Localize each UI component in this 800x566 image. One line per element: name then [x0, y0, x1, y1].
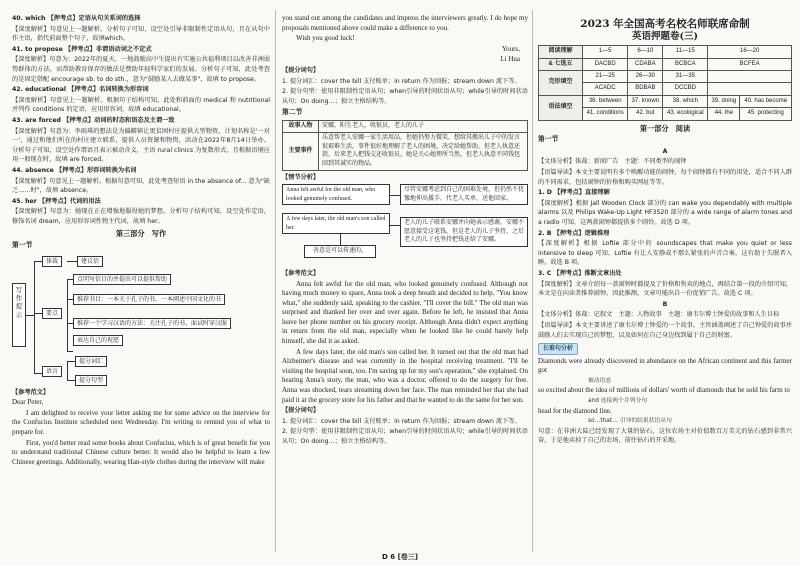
mindmap-connector [67, 351, 73, 352]
passage-a-intro: 【语篇导读】本文主要说明有多个唤醒功能的闹钟，每个闹钟都有不同的用处，适合不同人群的不同需求，包括闹钟的价格和购买网址等等。 [538, 169, 792, 186]
answer-value: 42. but [628, 108, 663, 120]
right-column [538, 14, 792, 550]
sample-story-label: 【参考范文】 [282, 269, 320, 277]
mindmap-genre: 体裁 [42, 256, 62, 267]
answer-value: BCBCA [663, 58, 708, 70]
exam-title: 2023 年全国高考名校名师联席命制 [580, 18, 750, 30]
page-footer: D 6 [卷三] [382, 553, 418, 561]
mindmap-connector [34, 261, 42, 262]
answer-value: 43. ecological [663, 108, 708, 120]
answer-section-label: 语法填空 [539, 95, 583, 120]
long-sentence-gloss-1: 被动语态 [588, 377, 612, 384]
story-table [282, 120, 528, 171]
column-divider [275, 10, 276, 552]
mindmap-connector [26, 315, 34, 316]
tips-label: 【提分词句】 [282, 66, 320, 74]
q1-analysis: 【深度解析】根据 Jall Wooden Clock 部分的 can wake you dependably with multiple alarms 以及 Philips Wake-Up Light HF3520 部分的 a wide range of alarm tones and a radio 可知，这两款闹钟都提供多个闹铃。故选 D 项。 [538, 199, 792, 226]
answer-range: 11—15 [663, 46, 708, 58]
plot-hint-2: 老人的儿子联系安娜并向她表示感谢，安娜不愿意接受这笔钱，但是老人的儿子坚持，之后老人的儿子也坚持把钱还给了安娜。 [400, 217, 528, 247]
column-divider [532, 10, 533, 552]
mindmap-root: 写作提示 [12, 283, 26, 347]
answer-section-label: 完形填空 [539, 71, 583, 96]
letter-greeting: Dear Peter, [12, 398, 44, 407]
answer-empty-cell [708, 83, 792, 95]
section-one-label: 第一节 [538, 135, 559, 144]
q42-heading: 42. educational 【押考点】名词转换为形容词 [12, 86, 149, 94]
passage-b-meta: 【文体分析】体裁：记叙文 主题：人物故事 主题：康韦尔博士钟爱的故事和人生目标 [538, 311, 780, 319]
q41-heading: 41. to propose 【押考点】非谓语动词之不定式 [12, 45, 152, 53]
tips-sentence: 2. 提分句型：使用非限制性定语从句；when引导的时间状语从句；while引导的时间状语从句；On doing…；独立主格结构等。 [282, 88, 528, 105]
tips-vocab-2: 1. 提分词汇：cover the bill 支付账单；in return 作为回报；stream down 流下等。 [282, 417, 521, 425]
mindmap-point-2: 推荐书目：一本关于孔子的书，一本阐述中国文化的书 [73, 294, 225, 305]
q41-analysis: 【深度解析】句意为：2022年的夏天，一地鼓励高中生提出有实施公共福利项目以改善非洲弱势群体的方法，而帮助教育保存的做法是赞助年轻科学家们的发展。分析句子可知，此处考查的是固定搭配 encourage sb. to do sth.，意为"鼓励某人去做某事"，故填 to propose。 [12, 56, 270, 83]
q2-heading: 2. B 【押考点】逻辑推理 [538, 229, 610, 237]
section-two-label: 第二节 [282, 108, 303, 117]
passage-b-intro: 【语篇导读】本文主要讲述了康韦尔博士钟爱的一个故事，主旨涵盖阐述了自己钟爱的故事并鼓励人们去实现自己的梦想，以及如何在自己身边找到属于自己的财富。 [538, 321, 792, 339]
exam-subtitle: 英语押题卷(三) [632, 30, 698, 42]
answer-value: BDBAB [628, 83, 663, 95]
mindmap-language: 语言 [42, 366, 62, 377]
answer-value: 44. the [708, 108, 740, 120]
answer-value: DACBD [583, 58, 628, 70]
answer-value: CDABA [628, 58, 663, 70]
answer-range: 26—30 [628, 71, 663, 83]
tips-sentence-2: 2. 提分句型：使用非限制性定语从句；when引导的时间状语从句；while引导的时间状语从句；On doing…；独立主格结构等。 [282, 428, 528, 446]
q43-analysis: 【深度解析】句意为：李雨琪的想法是为偏僻镇让更贫困村庄提供大型物资，计划名称是'一对一'，通过和他们所在的村庄建立联系，提供人员资源和物资，活动在2022年8月14日举办。分析句子可知，设空处作谓语且表示被动含义，主语 rural clinics 为复数形式，且根据语境应用一般现在时，故填 are forced。 [12, 127, 270, 164]
answer-range: 16—20 [708, 46, 792, 58]
middle-column [282, 14, 528, 550]
long-sentence-translation: 句意：在非洲大陆已经发现了大量的钻石，这位农场主对价值数百万美元的钻石感到非常兴奋，于是他卖掉了自己的农场，前往钻石的开采地。 [538, 427, 792, 445]
letter-paragraph-1: I am delighted to receive your letter asking me for some advice on the interview for the Confucius Institute scheduled next Wednesday. I'm writing to remind you of what to prepare for. [12, 408, 270, 437]
plot-analysis-label: 【情节分析】 [282, 173, 320, 181]
answer-value: 37. known [628, 95, 663, 107]
section-one-label: 第一节 [12, 241, 33, 250]
mindmap-connector [34, 261, 35, 373]
passage-a-meta: 【文体分析】体裁：新闻广告 主题：不同类型的闹钟 [538, 158, 687, 166]
mindmap-connector [67, 261, 77, 262]
letter-wish: Wish you good luck! [296, 34, 355, 43]
q44-analysis: 【深度解析】句意见上一题解析。根据句意可知，此处考查短语 in the absence of... 意为"缺乏……时"，故填 absence。 [12, 177, 270, 195]
q40-heading: 40. which 【押考点】定语从句关系词的选择 [12, 15, 141, 22]
answer-value: 41. conditions [583, 108, 628, 120]
plot-start-para-2: A few days later, the old man's son called her. [282, 213, 390, 234]
mindmap-connector [34, 313, 42, 314]
answer-section-label: 阅读理解 [539, 46, 583, 58]
long-sentence-gloss-2: and 连接两个并列分句 [588, 398, 648, 405]
story-events-label: 主要事件 [283, 132, 319, 170]
mindmap-genre-value: 建议信 [77, 256, 103, 267]
plot-arrow [390, 195, 400, 196]
tips-label-2: 【提分词句】 [282, 407, 320, 415]
mindmap-connector [67, 361, 75, 362]
q3-analysis: 【深度解析】文章介绍每一款闹钟时都提及了价格和售卖的地点，再结合第一段的介绍可知，本文是在向读者推荐闹钟。因此推测，文章可能出自一份促销广告。故选 C 项。 [538, 280, 792, 298]
answer-section-label: & 七选五 [539, 58, 583, 70]
answer-value: 38. which [663, 95, 708, 107]
story-events-value: 乐意帮老人安娜一家生活用品，但她仍努力微笑，想给其搬出儿子中的发言很艰难生活，事件很好地理解了老人的困境，决定给她帮助，但老人执意还款，后来老人把钱交还收银员，她是关心她理所当然，但老人执意不同钱包回到其诚实的物品。 [319, 132, 528, 170]
letter-closing: Yours, [501, 44, 520, 53]
answer-value: DCCBD [663, 83, 708, 95]
mindmap-connector [67, 361, 68, 381]
left-column [12, 14, 270, 550]
mindmap-connector [67, 380, 75, 381]
q3-heading: 3. C 【押考点】推断文章出处 [538, 269, 622, 277]
story-paragraph-2: A few days later, the old man's son called her. It turned out that the old man had Alzheimer's disease and was currently in the hospital receiving treatment. "I'll be visiting the hospital soon, too. I'm saving up for my son's operation," she explained. On hearing Anna's story, the man, who was a doctor, offered to do the surgery for free. Anna was shocked, tears streaming down her face. The man reminded her that she had paid it at the grocery store for his father and that he wanted to do the same for her son. [282, 347, 528, 404]
long-sentence-badge: 长难句分析 [538, 343, 578, 355]
mindmap-points: 要点 [42, 308, 62, 319]
mindmap-point-4: 表达自己的祝愿 [73, 335, 123, 346]
sample-essay-label: 【参考范文】 [12, 388, 50, 396]
plot-hint-1: 尽管安娜考虑到自己的困难处境，但仍然不犹豫地伸出援手，代老人买单，送他回家。 [400, 184, 528, 205]
q2-analysis: 【深度解析】根据 Loftie 部分中的 soundscapes that make you quiet or less intensive to sleep 可知，Loftie 有让人安静或不那么紧张的声音合奏，这有助于失眠者入睡。故选 B 项。 [538, 240, 792, 267]
long-sentence-line-1: Diamonds were already discovered in abundance on the African continent and this farmer got [538, 356, 792, 375]
plot-analysis-diagram [282, 173, 528, 267]
answer-value: 39. doing [708, 95, 740, 107]
answer-range: 1—5 [583, 46, 628, 58]
q45-analysis: 【深度解析】句意为：她现在正在增强地服役她的梦想。分析句子结构可知，设空处作定语，修饰名词 dream，应用形容词性物主代词，故填 her。 [12, 208, 270, 225]
tips-vocab: 1. 提分词汇：cover the bill 支付账单；in return 作为回报；stream down 流下等。 [282, 77, 521, 85]
q44-heading: 44. absence 【押考点】形容词转换为名词 [12, 166, 137, 174]
mindmap-point-1: 点明写信目的并提出可以提供帮助 [73, 274, 171, 285]
mindmap-connector [34, 373, 42, 374]
mindmap-point-3: 推荐一个学习汉语的方法：关注孔子的书，面试时穿汉服 [73, 318, 231, 329]
answer-value: 45. protecting [740, 108, 792, 120]
letter-paragraph-3: you stand out among the candidates and impress the interviewers greatly. I do hope my proposals mentioned above could make a difference to you. [282, 14, 528, 32]
q40-analysis: 【深度解析】句意见上一题解析。分析句子可知，设空处引导非限制性定语从句，且在从句中作主语，指代前面整个句子，故填which。 [12, 25, 270, 43]
answer-range: 31—35 [663, 71, 708, 83]
q43-heading: 43. are forced 【押考点】动词的时态和语态及主谓一致 [12, 116, 175, 124]
story-characters-value: 安娜，阳生老人，收银员，老人的儿子 [319, 120, 528, 132]
plot-start-para-1: Anna felt awful for the old man, who looked genuinely confused. [282, 184, 390, 205]
answer-value: BCFEA [708, 58, 792, 70]
plot-arrow [340, 234, 341, 245]
q1-heading: 1. D 【押考点】直接理解 [538, 189, 610, 197]
long-sentence-line-2: so excited about the idea of millions of dollars' worth of diamonds that he sold his farm to [538, 386, 790, 395]
mindmap-vocab: 提分词汇 [75, 356, 107, 367]
reading-part-title: 第一部分 阅读 [639, 123, 691, 133]
writing-mindmap [12, 253, 270, 385]
answer-value: 40. has become [740, 95, 792, 107]
q45-heading: 45. her 【押考点】代词的用法 [12, 197, 101, 205]
writing-part-title: 第三部分 写作 [115, 229, 167, 239]
plot-theme: 善意是可以传递的。 [304, 245, 376, 258]
answer-value: 36. between [583, 95, 628, 107]
long-sentence-line-3: head for the diamond line. [538, 406, 612, 415]
mindmap-connector [67, 279, 68, 351]
answer-value: ACADC [583, 83, 628, 95]
story-characters-label: 故事人物 [283, 120, 319, 132]
answer-empty-cell [708, 71, 792, 83]
letter-paragraph-2: First, you'd better read some books about Confucius, which is of great benefit for you to understand traditional Chinese culture better. It would also be helpful to learn a few Chinese greetings. Additionally, wearing Han-style clothes during the interview will make [12, 438, 270, 466]
passage-b-label: B [662, 300, 668, 308]
passage-a-label: A [662, 147, 668, 155]
letter-signature: Li Hua [500, 55, 520, 64]
story-paragraph-1: Anna felt awful for the old man, who looked genuinely confused. Although not having much money to spare, Anna took a deep breath and decided to help. "You know what," she suddenly said, speaking to the cashier. "I'll cover the bill." The old man was surprised and thanked her over and over again. Before he left, he insisted that Anna leave her phone number on his grocery receipt. Although Anna didn't expect anything in return from the old man, especially when he looked like he could barely help himself, she did it as asked. [282, 279, 528, 346]
answer-range: 6—10 [628, 46, 663, 58]
mindmap-sentence: 提分句型 [75, 375, 107, 386]
q42-analysis: 【深度解析】句意见上一题解析。根据句子结构可知，此处和前面的 medical 和 nutritional 并列作 conditions 的定语，应用形容词，故填 educational。 [12, 96, 270, 114]
answer-key-table [538, 45, 792, 120]
long-sentence-gloss-3: so…that… 引导的结果状语从句 [588, 418, 672, 425]
answer-range: 21—25 [583, 71, 628, 83]
plot-arrow [390, 225, 400, 226]
